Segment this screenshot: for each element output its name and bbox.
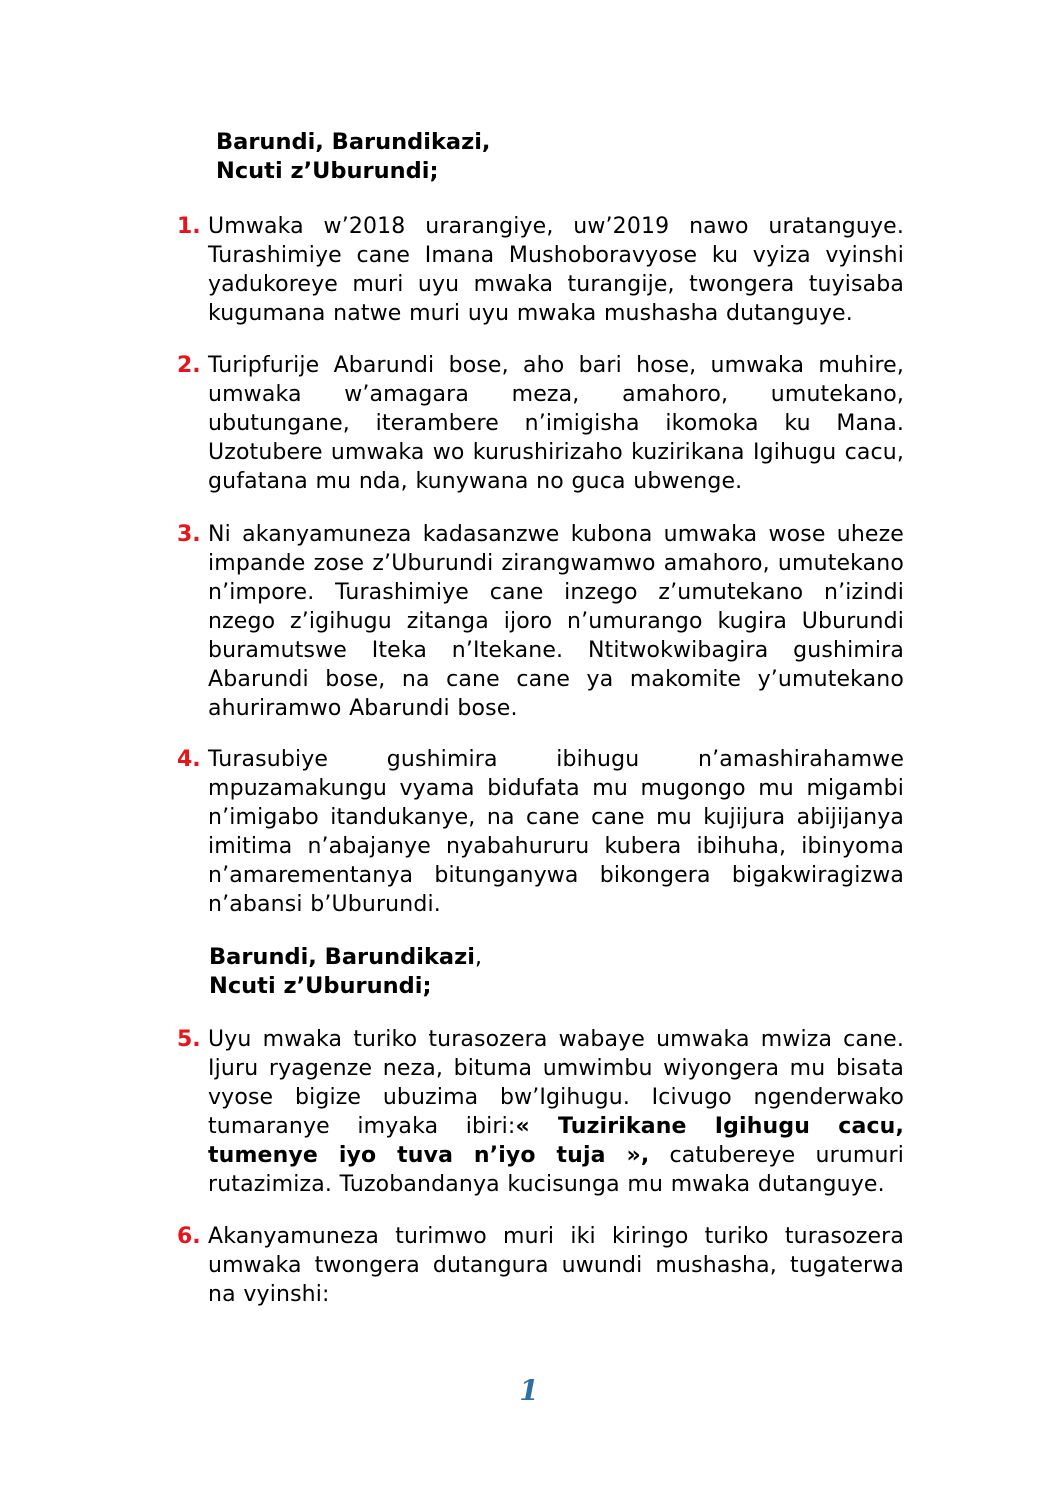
paragraph-3: [177, 520, 907, 723]
paragraph-text: Turipfurije Abarundi bose, aho bari hose, umwaka muhire, umwaka w’amagara meza, amahoro, umutekano, ubutungane, iterambere n’imigisha ikomoka ku Mana. Uzotubere umwaka wo kurushirizaho kuzirikana Igihugu cacu, gufatana mu nda, kunywana no guca ubwenge.: [208, 353, 904, 494]
salutation-line-1: Barundi, Barundikazi,: [209, 944, 483, 970]
slogan-text: « Tuzirikane Igihugu cacu, tumenye iyo tuva n’iyo tuja »,: [208, 1114, 904, 1168]
salutation-line-2: Ncuti z’Uburundi;: [209, 973, 432, 999]
paragraph-4: [177, 745, 907, 919]
salutation-top: [216, 128, 490, 186]
paragraph-2: [177, 351, 907, 496]
paragraph-number: 5.: [177, 1027, 201, 1052]
salutation-middle: [209, 943, 482, 1001]
paragraph-text: Ni akanyamuneza kadasanzwe kubona umwaka wose uheze impande zose z’Uburundi zirangwamwo amahoro, umutekano n’impore. Turashimiye cane inzego z’umutekano n’izindi nzego z’igihugu zitanga ijoro n’umurango kugira Uburundi buramutswe Iteka n’Itekane. Ntitwokwibagira gushimira Abarundi bose, na cane cane ya makomite y’umutekano ahuriramwo Abarundi bose.: [208, 522, 904, 721]
paragraph-5: [177, 1025, 907, 1199]
paragraph-text: Uyu mwaka turiko turasozera wabaye umwaka mwiza cane. Ijuru ryagenze neza, bituma umwimbu wiyongera mu bisata vyose bigize ubuzima bw’Igihugu. Icivugo ngenderwako tumaranye imyaka ibiri:« Tuzirikane Igihugu cacu, tumenye iyo tuva n’iyo tuja », catubereye urumuri rutazimiza. Tuzobandanya kucisunga mu mwaka dutanguye.: [208, 1027, 904, 1197]
paragraph-number: 1.: [177, 214, 201, 239]
salutation-line-1: Barundi, Barundikazi,: [216, 129, 491, 155]
paragraph-number: 4.: [177, 747, 201, 772]
salutation-line-2: Ncuti z’Uburundi;: [216, 158, 439, 184]
paragraph-text: Akanyamuneza turimwo muri iki kiringo turiko turasozera umwaka twongera dutangura uwundi mushasha, tugaterwa na vyinshi:: [208, 1224, 904, 1307]
page-number: 1: [519, 1374, 539, 1407]
paragraph-text: Umwaka w’2018 urarangiye, uw’2019 nawo uratanguye. Turashimiye cane Imana Mushoboravyose ku vyiza vyinshi yadukoreye muri uyu mwaka turangije, twongera tuyisaba kugumana natwe muri uyu mwaka mushasha dutanguye.: [208, 214, 904, 326]
paragraph-number: 3.: [177, 522, 201, 547]
paragraph-text: Turasubiye gushimira ibihugu n’amashirahamwe mpuzamakungu vyama bidufata mu mugongo mu migambi n’imigabo itandukanye, na cane cane mu kujijura abijijanya imitima n’abajanye nyabahururu kubera ibihuha, ibinyoma n’amarementanya bitunganywa bikongera bigakwiragizwa n’abansi b’Uburundi.: [208, 747, 904, 917]
paragraph-1: [177, 212, 907, 328]
paragraph-number: 2.: [177, 353, 201, 378]
paragraph-number: 6.: [177, 1224, 201, 1249]
paragraph-6: [177, 1222, 907, 1309]
